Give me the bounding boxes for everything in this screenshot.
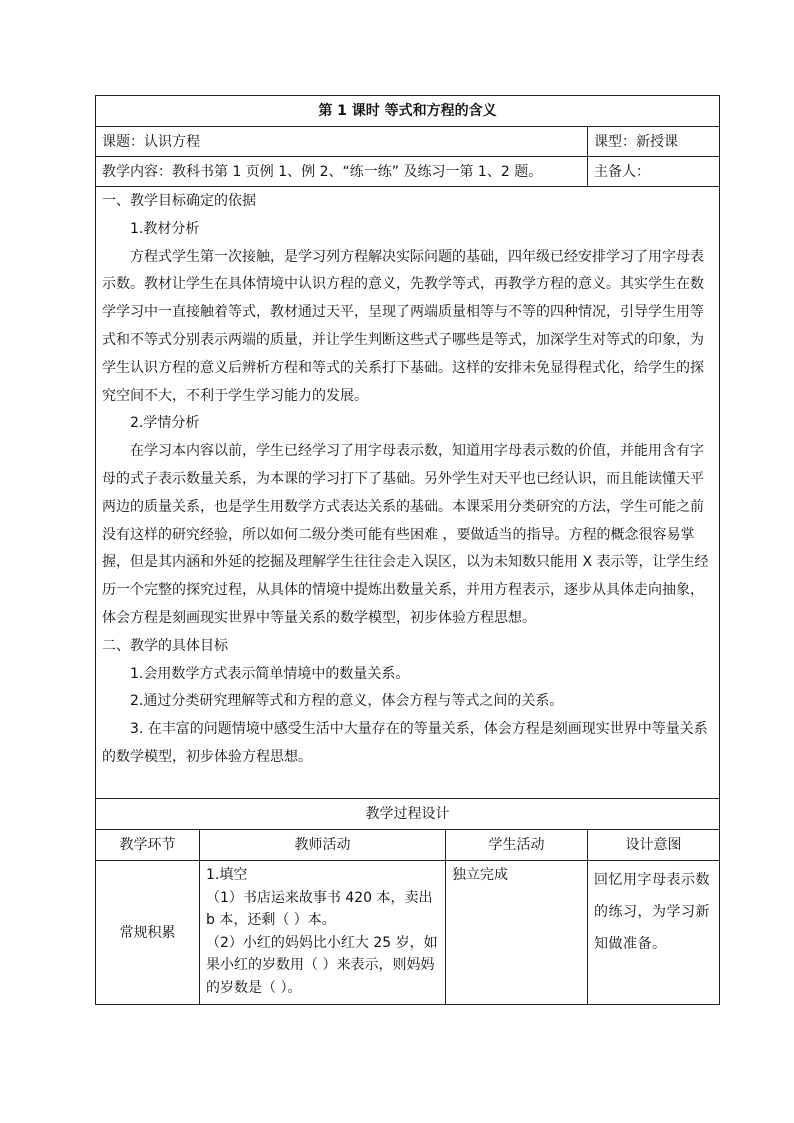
column-header: 教学环节 bbox=[96, 830, 200, 861]
lesson-type-cell: 课型：新授课 bbox=[588, 127, 720, 157]
lesson-plan-table bbox=[95, 95, 720, 1005]
teacher-activity-cell bbox=[200, 861, 446, 1005]
subsection-heading: 2.学情分析 bbox=[130, 415, 200, 432]
design-intent-cell: 回忆用字母表示数的练习，为学习新知做准备。 bbox=[588, 861, 720, 1005]
lesson-plan bbox=[95, 95, 719, 1005]
column-header: 教师活动 bbox=[200, 830, 446, 861]
student-activity-cell: 独立完成 bbox=[446, 861, 588, 1005]
textbook-analysis-paragraph: 方程式学生第一次接触，是学习列方程解决实际问题的基础，四年级已经安排学习了用字母表示数。教材让学生在具体情境中认识方程的意义，先教学等式，再教学方程的意义。其实学生在数学学习中一直接触着等式，教材通过天平，呈现了两端质量相等与不等的四种情况，引导学生用等式和不等式分别表示两端的质量，并让学生判断这些式子哪些是等式，加深学生对等式的印象，为学生认识方程的意义后辨析方程和等式的关系打下基础。这样的安排未免显得程式化，给学生的探究空间不大，不利于学生学习能力的发展。 bbox=[102, 248, 704, 404]
preparer-cell: 主备人： bbox=[588, 157, 720, 187]
process-heading: 教学过程设计 bbox=[96, 799, 720, 830]
lesson-title: 第 1 课时 等式和方程的含义 bbox=[96, 96, 720, 127]
student-analysis-paragraph: 在学习本内容以前，学生已经学习了用字母表示数，知道用字母表示数的价值，并能用含有字母的式子表示数量关系，为本课的学习打下了基础。另外学生对天平也已经认识，而且能读懂天平两边的质量关系，也是学生用数学方式表达关系的基础。本课采用分类研究的方法，学生可能之前没有这样的研究经验，所以如何二级分类可能有些困难 ，要做适当的指导。方程的概念很容易掌握，但是其内涵和外延的挖掘及理解学生往往会走入误区，以为未知数只能用 X 表示等，让学生经历一个完整的探究过程，从具体的情境中提炼出数量关系，并用方程表示，逐步从具体走向抽象，体会方程是刻画现实世界中等量关系的数学模型，初步体验方程思想。 bbox=[102, 443, 709, 626]
topic-cell: 课题：认识方程 bbox=[96, 127, 588, 157]
teacher-activity-line: （2）小红的妈妈比小红大 25 岁，如果小红的岁数用（ ）来表示，则妈妈的岁数是（ ）。 bbox=[206, 934, 438, 996]
objective-item: 2.通过分类研究理解等式和方程的意义，体会方程与等式之间的关系。 bbox=[130, 693, 564, 710]
stage-cell: 常规积累 bbox=[96, 861, 200, 1005]
teacher-activity-line: 1.填空 bbox=[206, 867, 248, 883]
objective-item: 3. 在丰富的问题情境中感受生活中大量存在的等量关系，体会方程是刻画现实世界中等量关系的数学模型，初步体验方程思想。 bbox=[102, 721, 708, 765]
section-heading: 二、教学的具体目标 bbox=[102, 637, 228, 654]
objectives-section bbox=[96, 187, 720, 799]
teacher-activity-line: （1）书店运来故事书 420 本，卖出 b 本，还剩（ ）本。 bbox=[206, 889, 433, 928]
objective-item: 1.会用数学方式表示简单情境中的数量关系。 bbox=[130, 665, 410, 682]
section-heading: 一、教学目标确定的依据 bbox=[102, 193, 256, 209]
subsection-heading: 1.教材分析 bbox=[130, 220, 200, 237]
content-cell: 教学内容：教科书第 1 页例 1、例 2、“练一练” 及练习一第 1、2 题。 bbox=[96, 157, 588, 187]
column-header: 学生活动 bbox=[446, 830, 588, 861]
column-header: 设计意图 bbox=[588, 830, 720, 861]
